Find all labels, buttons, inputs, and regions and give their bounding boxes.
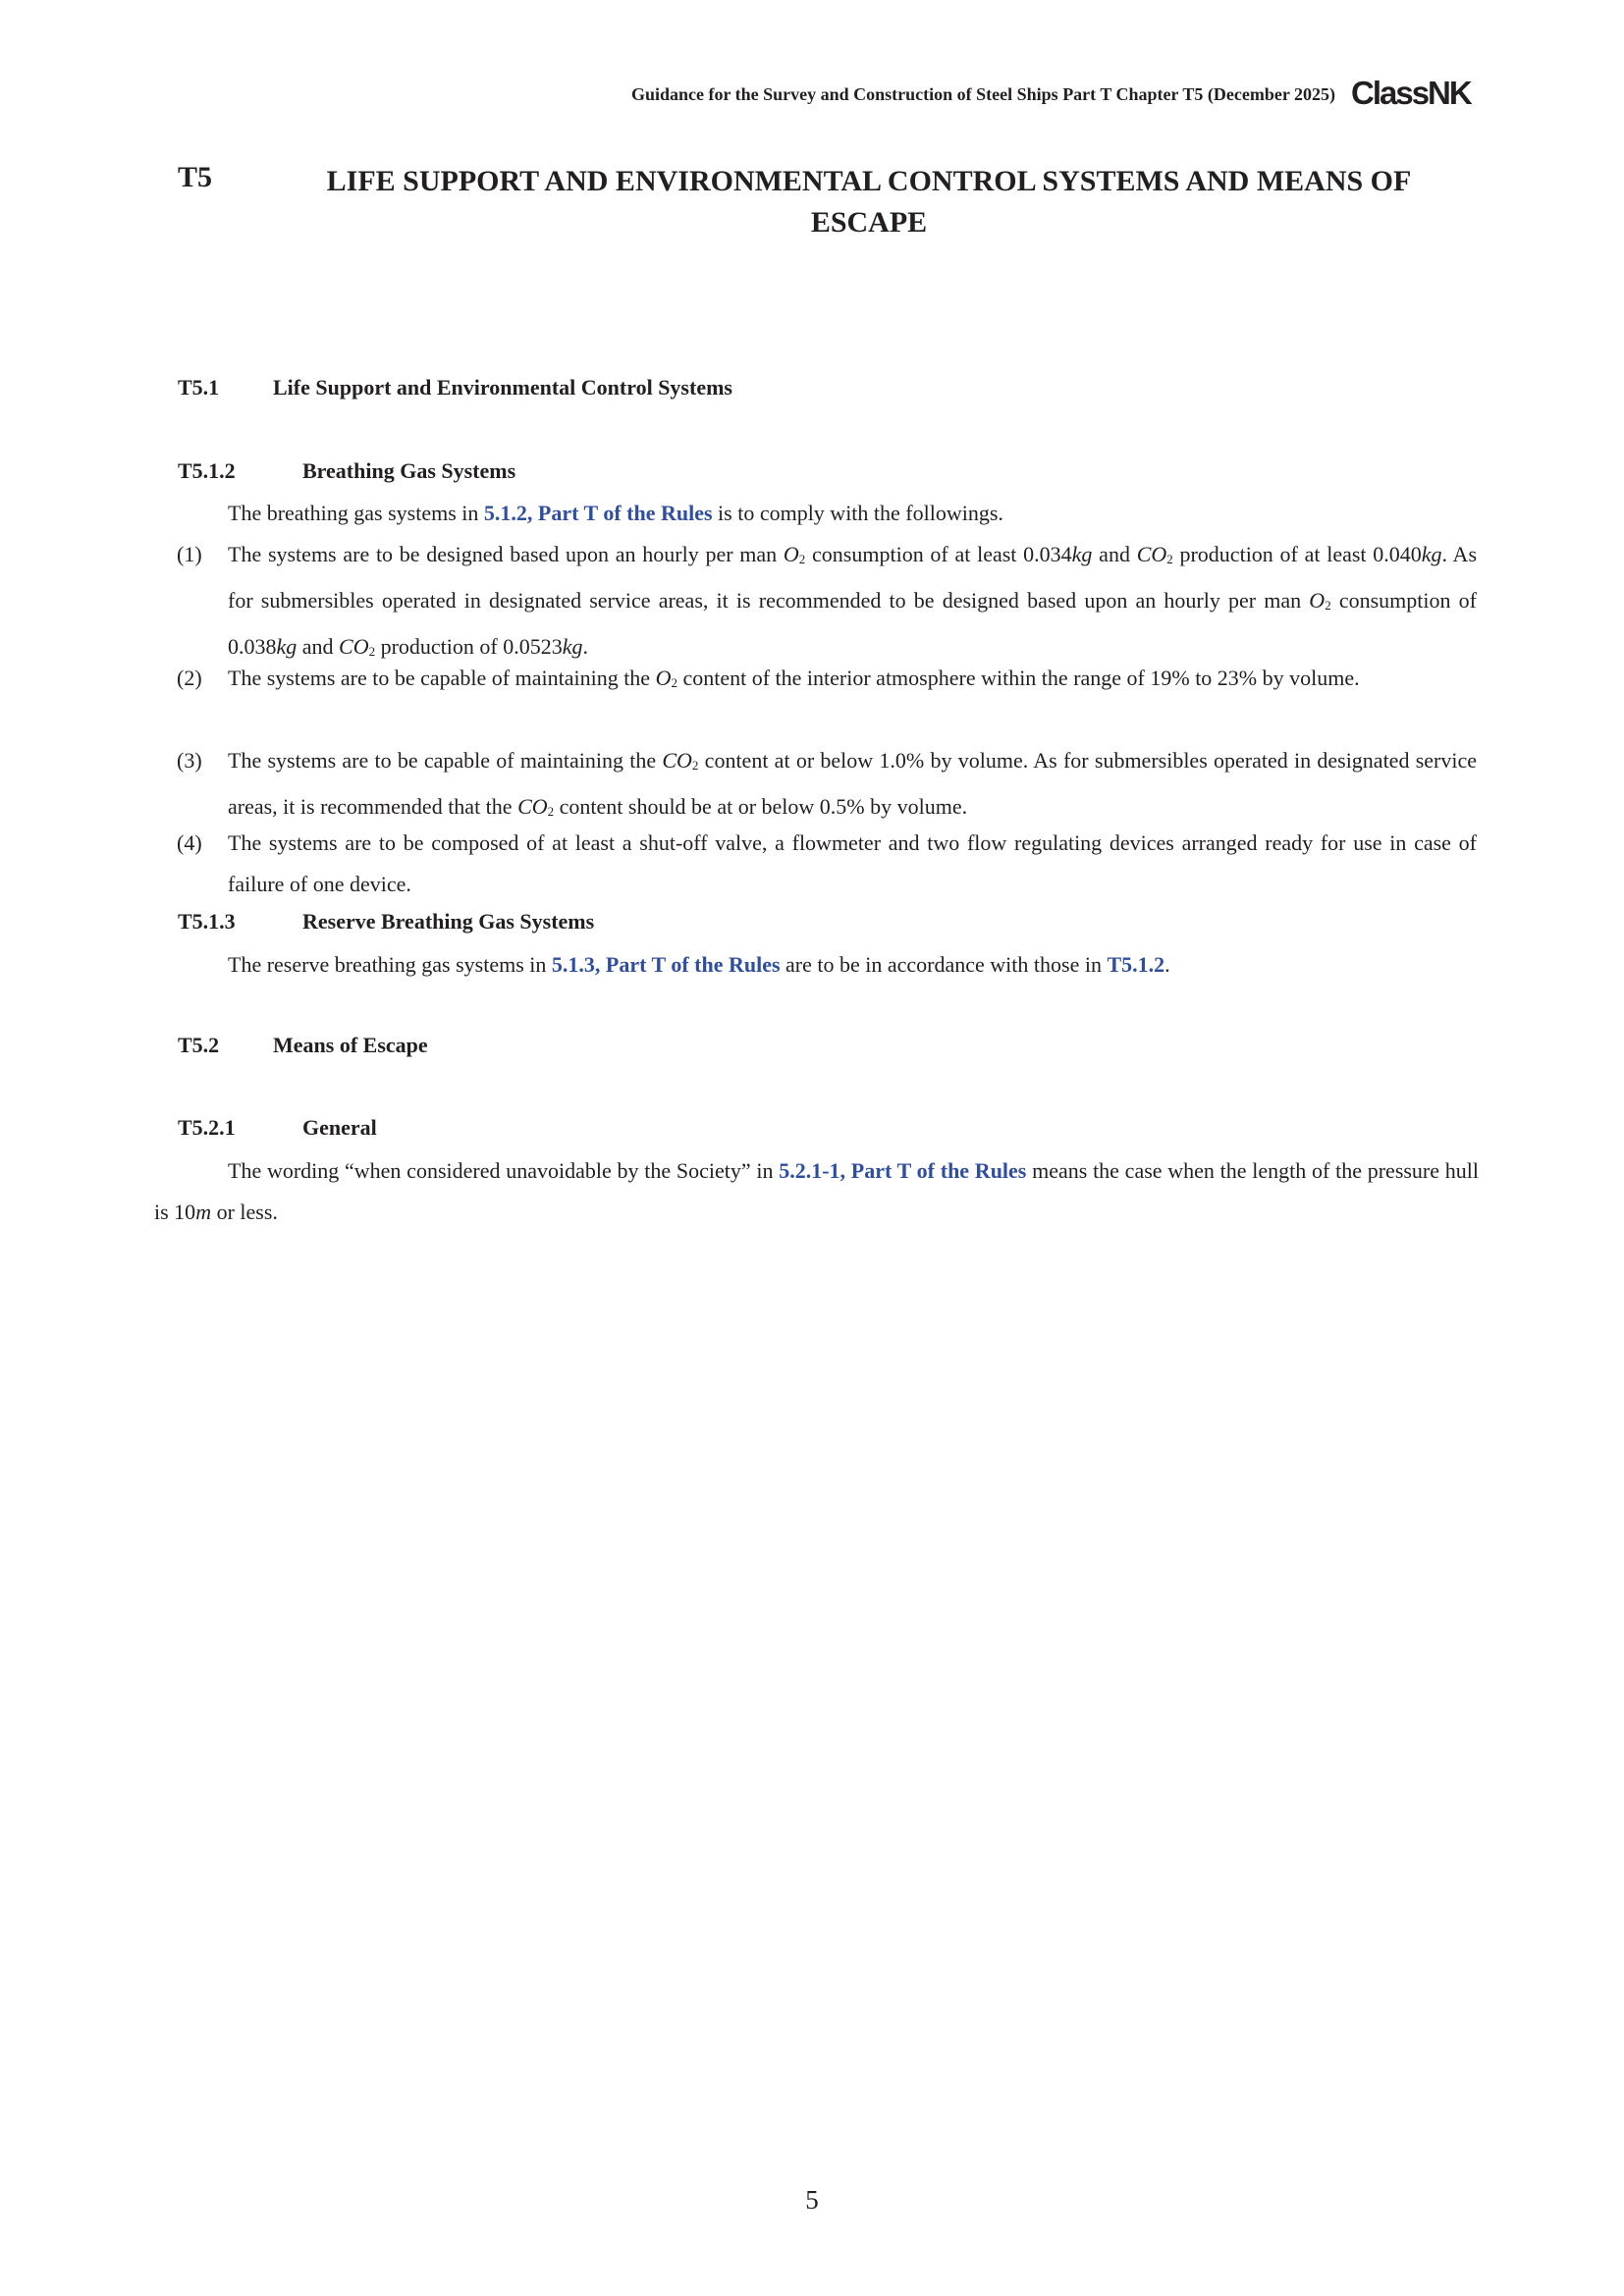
- list-item: [177, 534, 1477, 672]
- subsection-title: Reserve Breathing Gas Systems: [302, 909, 595, 934]
- section-number: T5.1: [178, 375, 220, 400]
- reserve-paragraph: The reserve breathing gas systems in 5.1.3, Part T of the Rules are to be in accordance with those in T5.1.2.: [228, 952, 1170, 977]
- list-item-text: The systems are to be capable of maintaining the $O_2$ content of the interior atmosphere within the range of 19% to 23% by volume.: [228, 666, 1360, 690]
- chapter-number: T5: [178, 161, 213, 193]
- list-item: [177, 658, 1477, 704]
- subsection-title: Breathing Gas Systems: [302, 458, 516, 483]
- list-item-text: The systems are to be designed based upon an hourly per man $O_2$ consumption of at least 0.034kg and $CO_2$ production of at least 0.040kg. As for submersibles operated in designated service areas, it is recommended to be designed based upon an hourly per man $O_2$ consumption of 0.038kg and $CO_2$ production of 0.0523kg.: [228, 542, 1478, 659]
- rule-reference-link[interactable]: 5.1.2, Part T of the Rules: [483, 501, 713, 525]
- classnk-logo: ClassNK: [1351, 75, 1471, 111]
- subsection-number: T5.1.3: [178, 909, 236, 934]
- list-item: [177, 823, 1477, 905]
- list-marker: (2): [177, 666, 202, 690]
- running-header: Guidance for the Survey and Construction of Steel Ships Part T Chapter T5 (December 2025): [630, 84, 1335, 104]
- list-marker: (3): [177, 748, 202, 773]
- subsection-number: T5.2.1: [178, 1115, 236, 1140]
- chapter-title: LIFE SUPPORT AND ENVIRONMENTAL CONTROL SYSTEMS AND MEANS OF ESCAPE: [326, 165, 1412, 239]
- section-number: T5.2: [178, 1033, 220, 1057]
- rule-reference-link[interactable]: 5.2.1-1, Part T of the Rules: [779, 1158, 1027, 1183]
- page-number: 5: [805, 2185, 819, 2215]
- section-reference-link[interactable]: T5.1.2: [1107, 952, 1165, 977]
- list-marker: (4): [177, 830, 202, 855]
- list-item: [177, 740, 1477, 832]
- list-item-text: The systems are to be composed of at least a shut-off valve, a flowmeter and two flow regulating devices arranged ready for use in case of failure of one device.: [228, 830, 1477, 896]
- section-title: Life Support and Environmental Control Systems: [273, 375, 732, 400]
- intro-paragraph: The breathing gas systems in 5.1.2, Part T of the Rules is to comply with the followings.: [228, 501, 1003, 525]
- subsection-number: T5.1.2: [178, 458, 236, 483]
- general-paragraph: The wording “when considered unavoidable by the Society” in 5.2.1-1, Part T of the Rules means the case when the length of the pressure hull is 10m or less.: [154, 1158, 1479, 1224]
- section-title: Means of Escape: [273, 1033, 428, 1057]
- list-item-text: The systems are to be capable of maintaining the $CO_2$ content at or below 1.0% by volume. As for submersibles operated in designated service areas, it is recommended that the $CO_2$ content should be at or below 0.5% by volume.: [228, 748, 1477, 819]
- rule-reference-link[interactable]: 5.1.3, Part T of the Rules: [551, 952, 781, 977]
- subsection-title: General: [302, 1115, 377, 1140]
- list-marker: (1): [177, 542, 202, 566]
